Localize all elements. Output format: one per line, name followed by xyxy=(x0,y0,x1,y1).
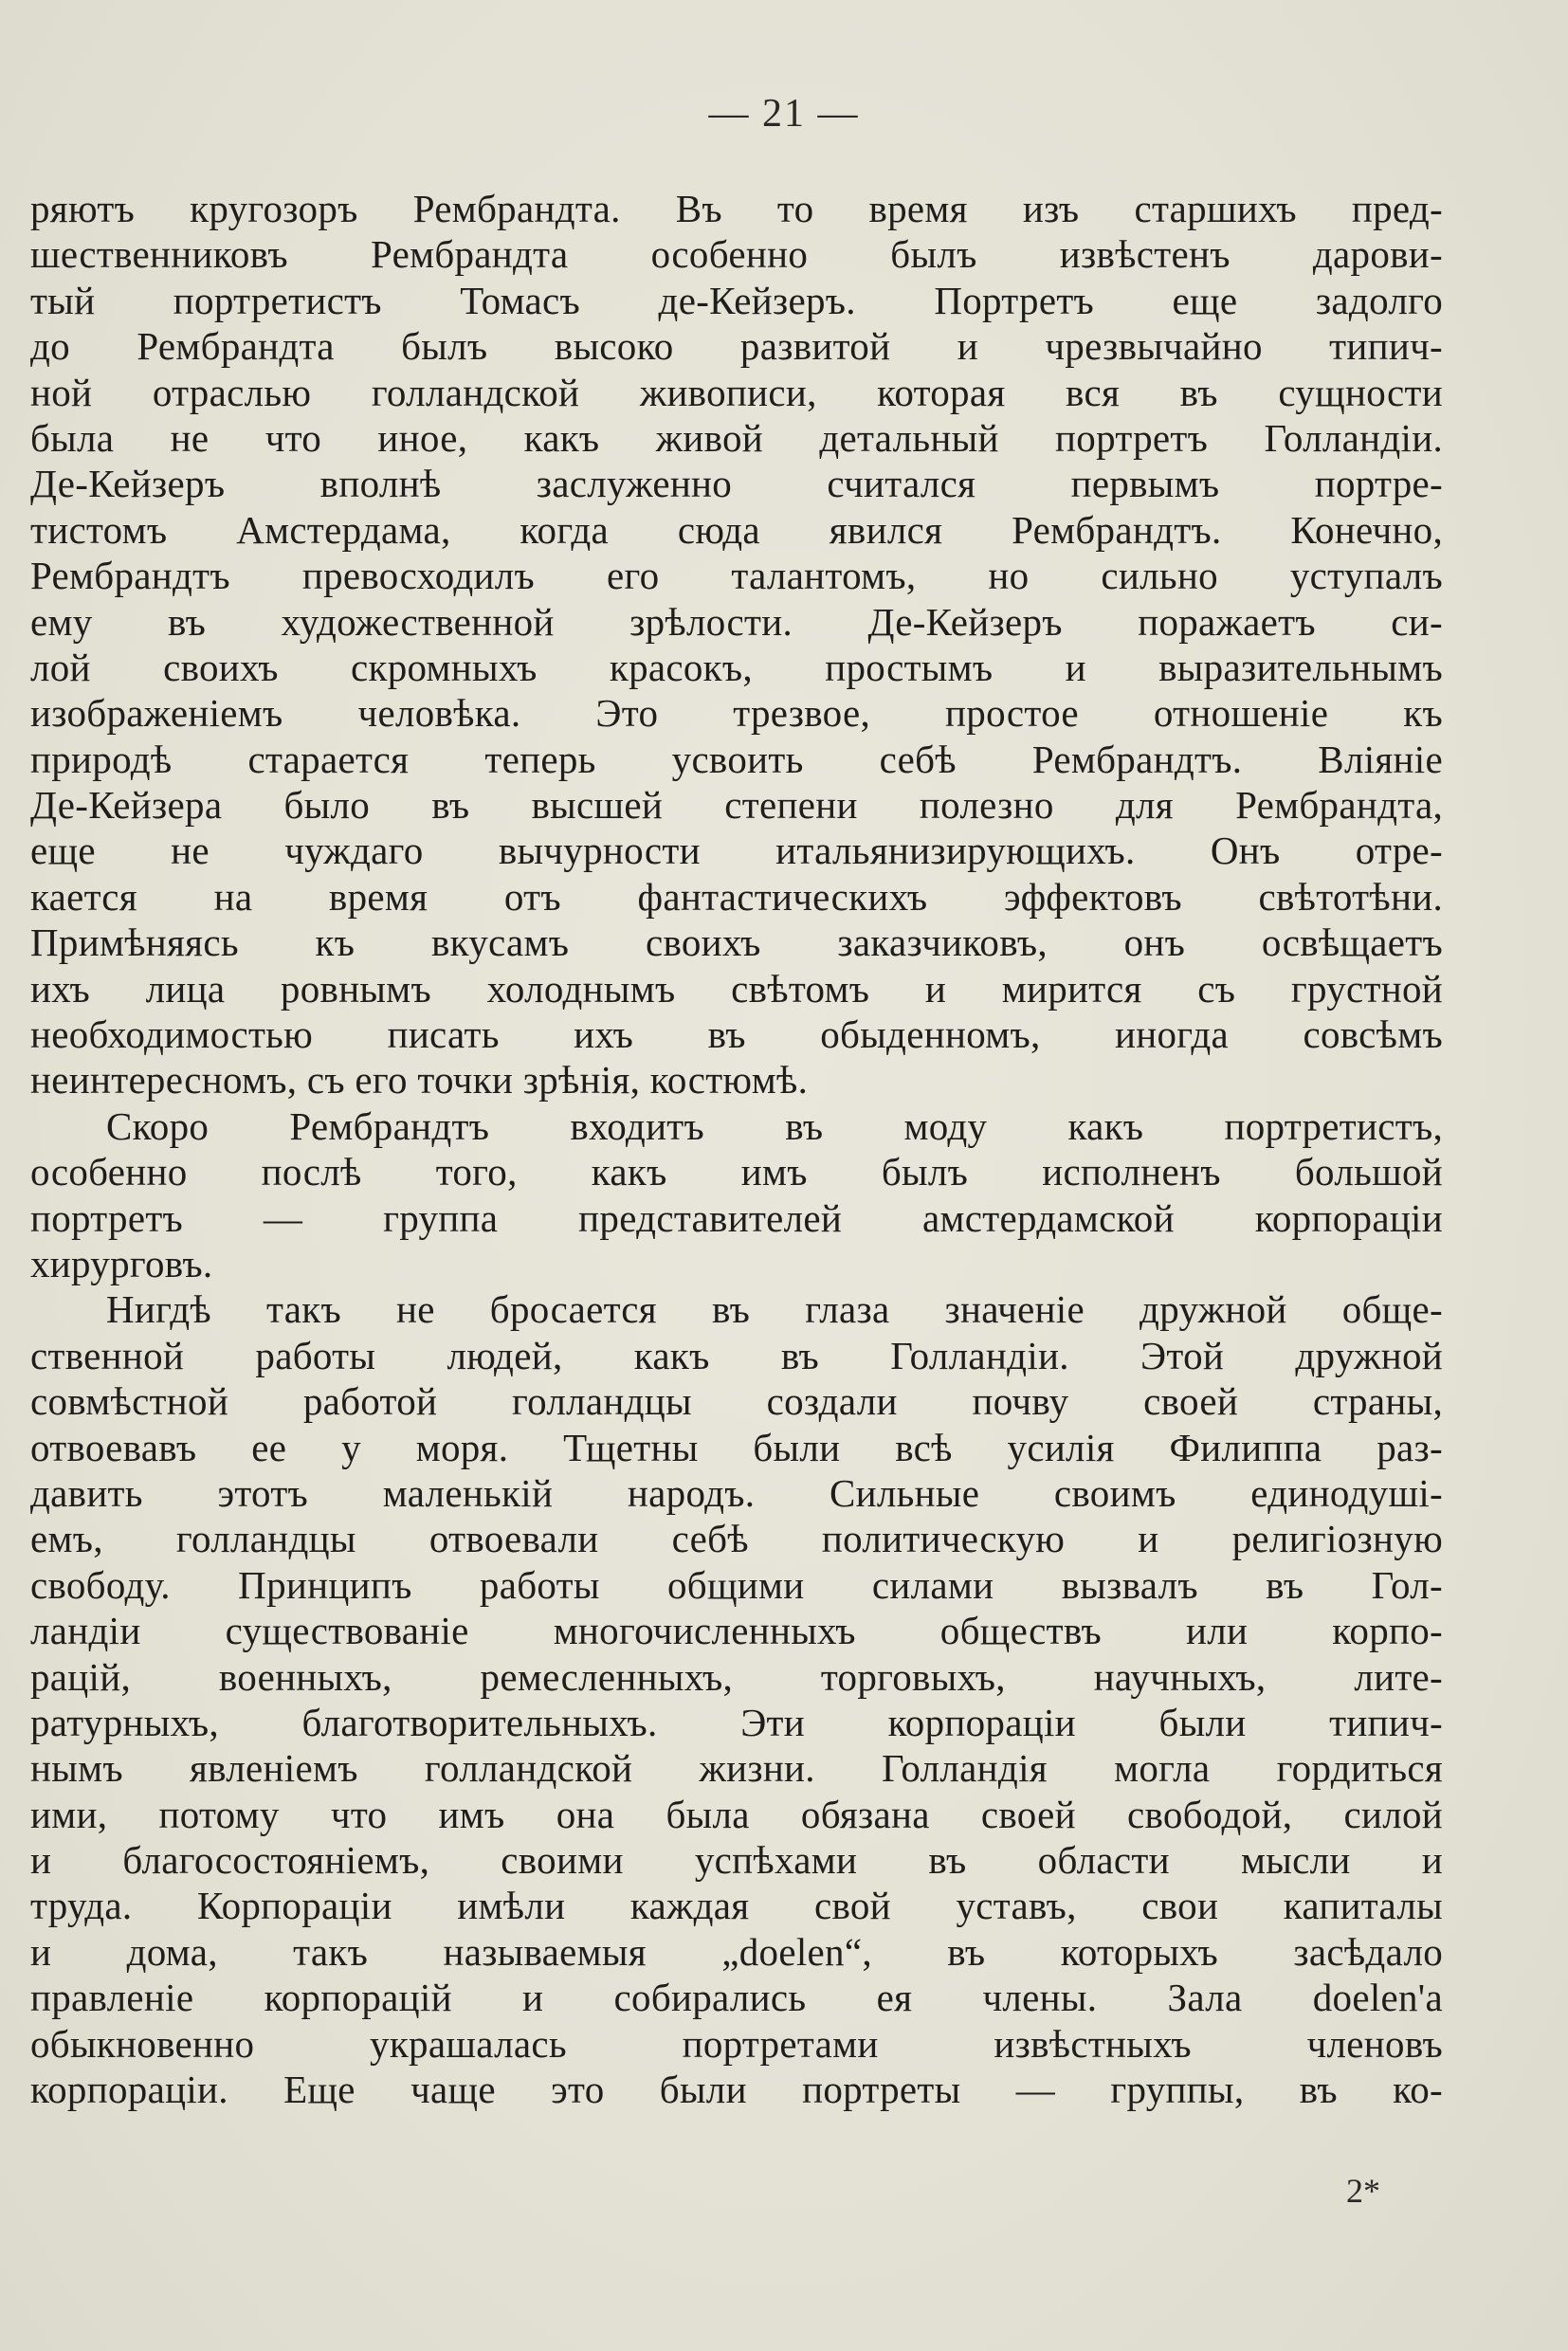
text-line: отвоевавъ ее у моря. Тщетны были всѣ усилія Филиппа раз- xyxy=(30,1425,1443,1469)
text-line: Нигдѣ такъ не бросается въ глаза значеніе дружной обще- xyxy=(106,1287,1443,1332)
text-line: еще не чуждаго вычурности итальянизирующихъ. Онъ отре- xyxy=(30,829,1443,873)
text-line: Де-Кейзера было въ высшей степени полезно для Рембрандта, xyxy=(30,783,1443,828)
text-line: хирурговъ. xyxy=(30,1241,213,1285)
text-line: Скоро Рембрандтъ входитъ въ моду какъ портретистъ, xyxy=(106,1103,1443,1148)
text-line: и благосостояніемъ, своими успѣхами въ области мысли и xyxy=(30,1838,1443,1883)
text-line: изображеніемъ человѣка. Это трезвое, простое отношеніе къ xyxy=(30,691,1443,736)
text-line: ихъ лица ровнымъ холоднымъ свѣтомъ и мирится съ грустной xyxy=(30,966,1443,1011)
text-line: давить этотъ маленькій народъ. Сильные своимъ единодуші- xyxy=(30,1470,1443,1515)
text-line: ими, потому что имъ она была обязана своей свободой, силой xyxy=(30,1792,1443,1836)
text-line: ряютъ кругозоръ Рембрандта. Въ то время изъ старшихъ пред- xyxy=(30,187,1443,230)
text-line: ной отраслью голландской живописи, которая вся въ сущности xyxy=(30,370,1443,414)
text-line: свободу. Принципъ работы общими силами вызвалъ въ Гол- xyxy=(30,1562,1443,1607)
text-line: природѣ старается теперь усвоить себѣ Рембрандтъ. Вліяніе xyxy=(30,737,1443,781)
text-line: нымъ явленіемъ голландской жизни. Голландія могла гордиться xyxy=(30,1746,1443,1791)
text-line: ственной работы людей, какъ въ Голландіи. Этой дружной xyxy=(30,1333,1443,1377)
text-line: ратурныхъ, благотворительныхъ. Эти корпораціи были типич- xyxy=(30,1700,1443,1744)
text-line: шественниковъ Рембрандта особенно былъ извѣстенъ дарови- xyxy=(30,232,1443,277)
paragraph xyxy=(30,186,1443,1103)
text-line: тый портретистъ Томасъ де-Кейзеръ. Портретъ еще задолго xyxy=(30,278,1443,322)
text-line: труда. Корпораціи имѣли каждая свой уставъ, свои капиталы xyxy=(30,1884,1443,1928)
text-line: обыкновенно украшалась портретами извѣстныхъ членовъ xyxy=(30,2021,1443,2066)
text-line: до Рембрандта былъ высоко развитой и чрезвычайно типич- xyxy=(30,324,1443,369)
text-line: неинтересномъ, съ его точки зрѣнія, костюмѣ. xyxy=(30,1058,809,1103)
text-line: совмѣстной работой голландцы создали почву своей страны, xyxy=(30,1379,1443,1424)
text-line: особенно послѣ того, какъ имъ былъ исполненъ большой xyxy=(30,1150,1443,1194)
text-line: была не что иное, какъ живой детальный портретъ Голландіи. xyxy=(30,415,1443,460)
text-line: Рембрандтъ превосходилъ его талантомъ, но сильно уступалъ xyxy=(30,554,1443,598)
text-line: необходимостью писать ихъ въ обыденномъ, иногда совсѣмъ xyxy=(30,1012,1443,1057)
text-line: и дома, такъ называемыя „doelen“, въ которыхъ засѣдало xyxy=(30,1929,1443,1974)
signature-mark: 2* xyxy=(1346,2172,1380,2210)
text-line: Примѣняясь къ вкусамъ своихъ заказчиковъ, онъ освѣщаетъ xyxy=(30,920,1443,965)
text-line: кается на время отъ фантастическихъ эффектовъ свѣтотѣни. xyxy=(30,874,1443,919)
paragraph xyxy=(30,1103,1443,1287)
page-number: — 21 — xyxy=(708,92,860,136)
text-line: рацій, военныхъ, ремесленныхъ, торговыхъ, научныхъ, лите- xyxy=(30,1654,1443,1699)
text-line: корпораціи. Еще чаще это были портреты — группы, въ ко- xyxy=(30,2068,1443,2112)
text-line: лой своихъ скромныхъ красокъ, простымъ и выразительнымъ xyxy=(30,645,1443,689)
text-line: ему въ художественной зрѣлости. Де-Кейзеръ поражаетъ си- xyxy=(30,599,1443,644)
text-line: ландіи существованіе многочисленныхъ обществъ или корпо- xyxy=(30,1609,1443,1653)
paragraph xyxy=(30,1286,1443,2112)
text-line: емъ, голландцы отвоевали себѣ политическую и религіозную xyxy=(30,1517,1443,1561)
body-text xyxy=(30,186,1443,2112)
text-line: Де-Кейзеръ вполнѣ заслуженно считался первымъ портре- xyxy=(30,462,1443,506)
text-line: тистомъ Амстердама, когда сюда явился Рембрандтъ. Конечно, xyxy=(30,507,1443,552)
text-line: портретъ — группа представителей амстердамской корпораціи xyxy=(30,1195,1443,1240)
text-line: правленіе корпорацій и собирались ея члены. Зала doelen'а xyxy=(30,1976,1443,2020)
